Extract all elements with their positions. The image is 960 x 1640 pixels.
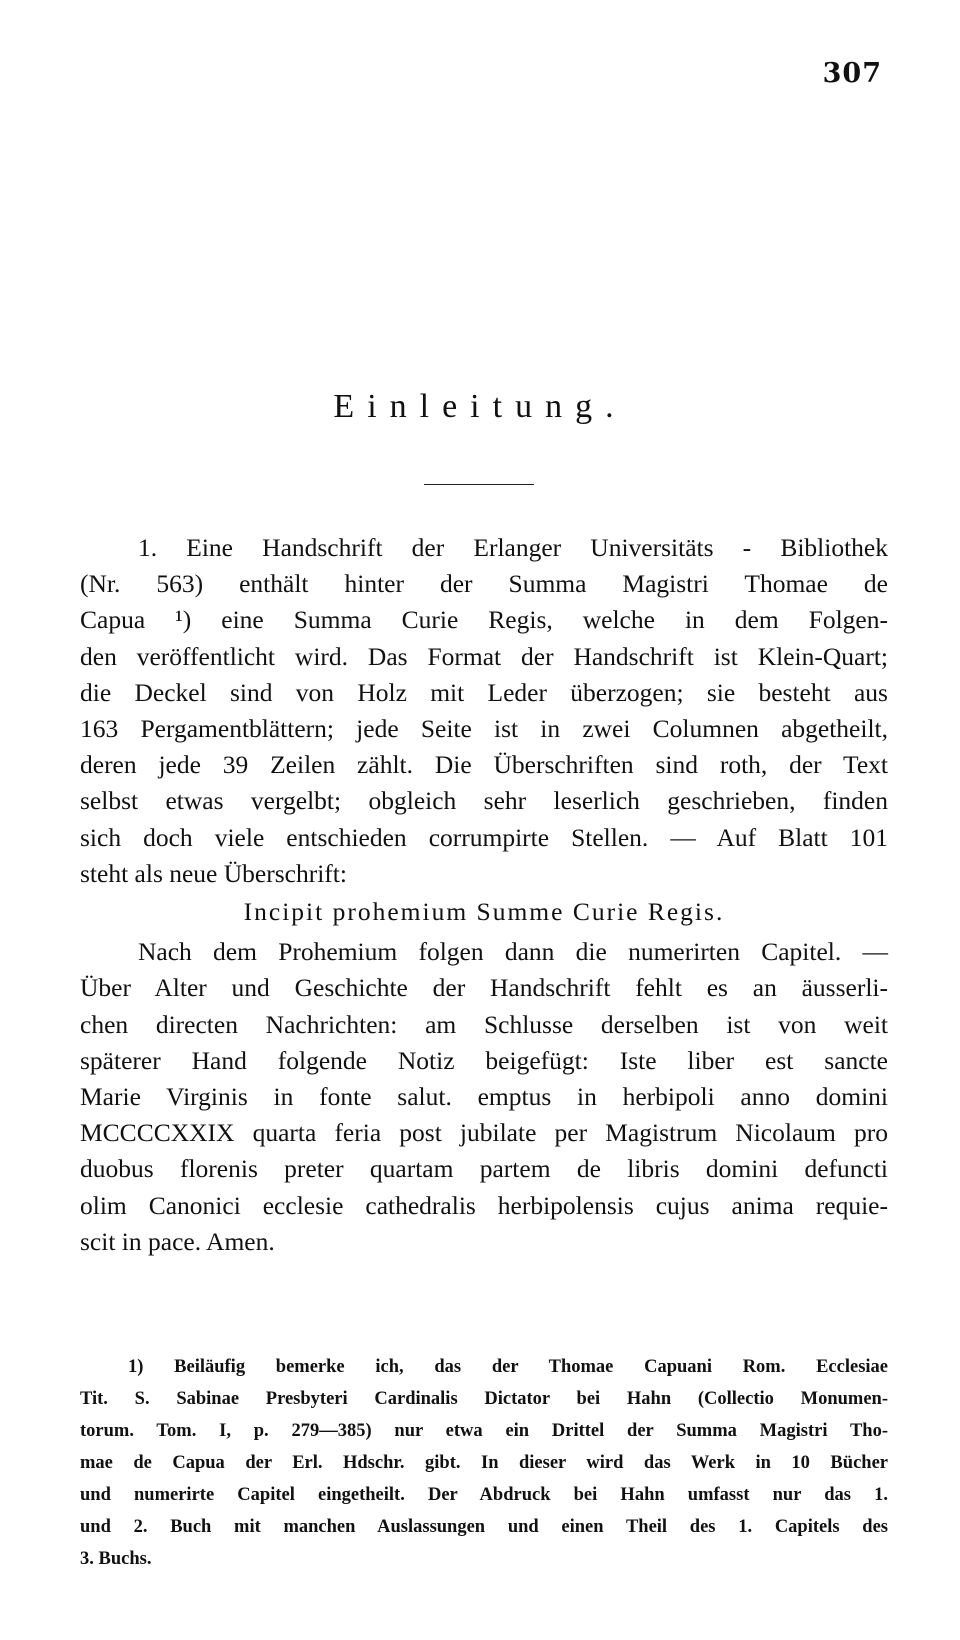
body-line: selbst etwas vergelbt; obgleich sehr leserlich geschrieben, finden (80, 786, 888, 816)
footnote-line: torum. Tom. I, p. 279—385) nur etwa ein Drittel der Summa Magistri Tho- (80, 1421, 888, 1441)
body-line: scit in pace. Amen. (80, 1226, 275, 1256)
body-line: Nach dem Prohemium folgen dann die numerirten Capitel. — (138, 937, 888, 967)
footnotes (80, 1351, 888, 1575)
body-line: MCCCCXXIX quarta feria post jubilate per Magistrum Nicolaum pro (80, 1118, 888, 1148)
body-line: duobus florenis preter quartam partem de libris domini defuncti (80, 1154, 888, 1184)
body-line: deren jede 39 Zeilen zählt. Die Überschriften sind roth, der Text (80, 750, 888, 780)
footnote-line: mae de Capua der Erl. Hdschr. gibt. In dieser wird das Werk in 10 Bücher (80, 1453, 888, 1473)
footnote-line: 1) Beiläufig bemerke ich, das der Thomae Capuani Rom. Ecclesiae (128, 1357, 888, 1377)
body-line: sich doch viele entschieden corrumpirte Stellen. — Auf Blatt 101 (80, 822, 888, 852)
body-line: Marie Virginis in fonte salut. emptus in herbipoli anno domini (80, 1082, 888, 1112)
quoted-title: Incipit prohemium Summe Curie Regis. (243, 897, 725, 927)
body-line: 1. Eine Handschrift der Erlanger Universitäts - Bibliothek (138, 533, 888, 562)
body-line: steht als neue Überschrift: (80, 858, 347, 888)
body-text (80, 530, 888, 1260)
body-line: olim Canonici ecclesie cathedralis herbipolensis cujus anima requie- (80, 1190, 888, 1220)
footnote-line: 3. Buchs. (80, 1549, 152, 1569)
body-line: späterer Hand folgende Notiz beigefügt: Iste liber est sancte (80, 1045, 888, 1075)
heading-divider (424, 484, 534, 485)
section-heading: Einleitung. (333, 388, 627, 425)
body-line: die Deckel sind von Holz mit Leder überzogen; sie besteht aus (80, 677, 888, 707)
body-line: den veröffentlicht wird. Das Format der Handschrift ist Klein-Quart; (80, 641, 888, 671)
body-line: Capua ¹) eine Summa Curie Regis, welche in dem Folgen- (80, 605, 888, 635)
page-number: 307 (822, 58, 882, 89)
body-line: Über Alter und Geschichte der Handschrift fehlt es an äusserli- (80, 973, 888, 1003)
body-line: chen directen Nachrichten: am Schlusse derselben ist von weit (80, 1009, 888, 1039)
footnote-line: Tit. S. Sabinae Presbyteri Cardinalis Dictator bei Hahn (Collectio Monumen- (80, 1389, 888, 1409)
footnote-line: und numerirte Capitel eingetheilt. Der Abdruck bei Hahn umfasst nur das 1. (80, 1485, 888, 1505)
body-line: 163 Pergamentblättern; jede Seite ist in zwei Columnen abgetheilt, (80, 714, 888, 744)
body-line: (Nr. 563) enthält hinter der Summa Magistri Thomae de (80, 569, 888, 599)
footnote-line: und 2. Buch mit manchen Auslassungen und einen Theil des 1. Capitels des (80, 1517, 888, 1537)
